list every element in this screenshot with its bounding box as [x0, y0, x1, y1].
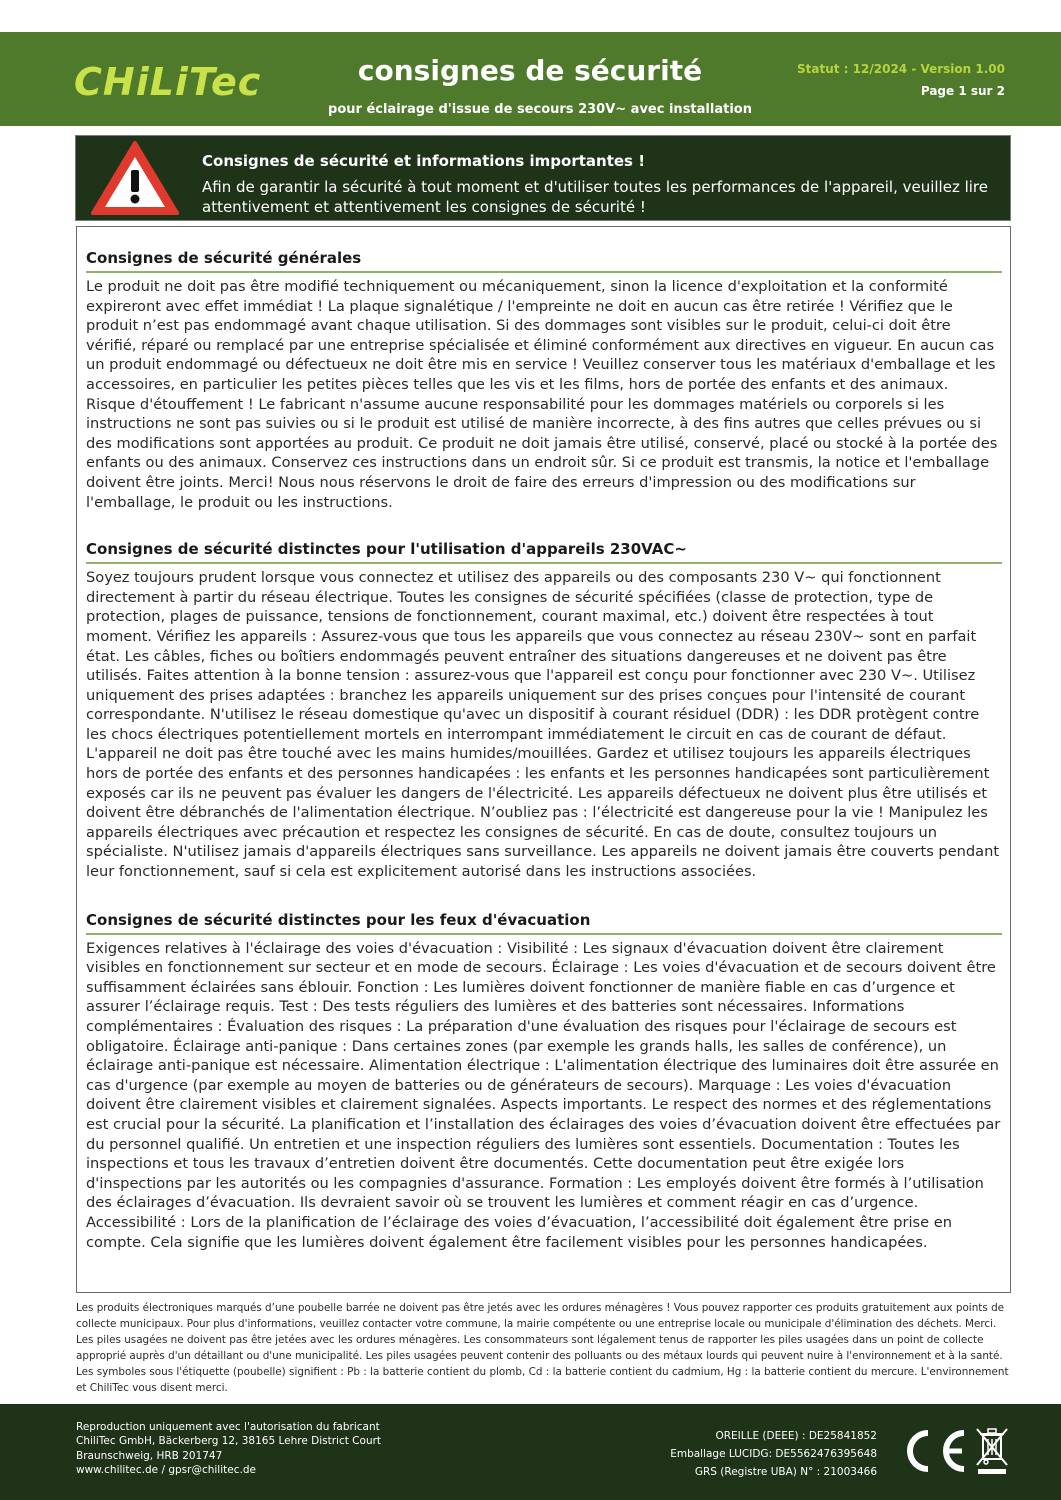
- recycling-note: Les produits électroniques marqués d’une poubelle barrée ne doivent pas être jetés avec les ordures ménagères ! Vous pouvez rapporter ces produits gratuitement aux points de collecte municipaux. Pour plus d'informations, veuillez contacter votre commune, la mairie compétente ou une entreprise locale ou municipale d'élimination des déchets. Merci. Les piles usagées ne doivent pas être jetées avec les ordures ménagères. Les consommateurs sont légalement tenus de rapporter les piles usagées dans un point de collecte approprié auprès d'un détaillant ou d'une municipalité. Les piles usagées peuvent contenir des polluants ou des métaux lourds qui peuvent nuire à l'environnement et à la santé. Les symboles sous l'étiquette (poubelle) signifient : Pb : la batterie contient du plomb, Cd : la batterie contient du cadmium, Hg : la batterie contient du mercure. L'environnement et ChiliTec vous disent merci.: [76, 1302, 1009, 1394]
- page-subtitle: pour éclairage d'issue de secours 230V~ avec installation: [328, 102, 752, 117]
- section-text: Soyez toujours prudent lorsque vous connectez et utilisez des appareils ou des composants 230 V~ qui fonctionnent directement à partir du réseau électrique. Toutes les consignes de sécurité spécifiées (classe de protection, type de protection, plages de puissance, tensions de fonctionnement, courant maximal, etc.) doivent être respectées à tout moment. Vérifiez les appareils : Assurez-vous que tous les appareils que vous connectez au réseau 230V~ sont en parfait état. Les câbles, fiches ou boîtiers endommagés peuvent entraîner des situations dangereuses et ne doivent pas être utilisés. Faites attention à la bonne tension : assurez-vous que l'appareil est conçu pour fonctionner avec 230 V~. Utilisez uniquement des prises adaptées : branchez les appareils uniquement sur des prises conçues pour l'intensité de courant correspondante. N'utilisez le réseau domestique qu'avec un dispositif à courant résiduel (DDR) : les DDR protègent contre les chocs électriques potentiellement mortels en interrompant immédiatement le circuit en cas de courant de défaut. L'appareil ne doit pas être touché avec les mains humides/mouillées. Gardez et utilisez toujours les appareils électriques hors de portée des enfants et des personnes handicapées : les enfants et les personnes handicapées sont particulièrement exposés car ils ne peuvent pas évaluer les dangers de l'électricité. Les appareils défectueux ne doivent plus être utilisés et doivent être débranchés de l'alimentation électrique. N’oubliez pas : l’électricité est dangereuse pour la vie ! Manipulez les appareils électriques avec précaution et respectez les consignes de sécurité. En cas de doute, consultez toujours un spécialiste. N'utilisez jamais d'appareils électriques sans surveillance. Les appareils ne doivent jamais être couverts pendant leur fonctionnement, sauf si cela est explicitement autorisé dans les instructions associées.: [86, 569, 1000, 881]
- footer-line: Braunschweig, HRB 201747: [76, 1449, 223, 1462]
- crossed-bin-icon: [974, 1425, 1010, 1477]
- section-text: Le produit ne doit pas être modifié techniquement ou mécaniquement, sinon la licence d'exploitation et la conformité expireront avec effet immédiat ! La plaque signalétique / l'empreinte ne doit en aucun cas être retirée ! Vérifiez que le produit n’est pas endommagé avant chaque utilisation. Si des dommages sont visibles sur le produit, celui-ci doit être vérifié, réparé ou remplacé par une entreprise spécialisée et éliminé conformément aux directives en vigueur. En aucun cas un produit endommagé ou défectueux ne doit être mis en service ! Veuillez conserver tous les matériaux d'emballage et les accessoires, en particulier les petites pièces telles que les vis et les films, hors de portée des enfants et des animaux. Risque d'étouffement ! Le fabricant n'assume aucune responsabilité pour les dommages matériels ou corporels si les instructions ne sont pas suivies ou si le produit est utilisé de manière incorrecte, à des fins autres que celles prévues ou si des modifications sont apportées au produit. Ce produit ne doit jamais être utilisé, conservé, placé ou stocké à la portée des enfants ou des animaux. Conservez ces instructions dans un endroit sûr. Si ce produit est transmis, la notice et l'emballage doivent être joints. Merci! Nous nous réservons le droit de faire des erreurs d'impression ou des modifications sur l'emballage, le produit ou les instructions.: [86, 278, 998, 511]
- weee-registration: OREILLE (DEEE) : DE25841852: [715, 1430, 877, 1442]
- footer-line: Reproduction uniquement avec l'autorisation du fabricant: [76, 1421, 380, 1433]
- footer-website: www.chilitec.de / gpsr@chilitec.de: [76, 1464, 256, 1477]
- logo-text: CHiLiTec: [74, 60, 262, 104]
- footer-line: ChiliTec GmbH, Bäckerberg 12, 38165 Lehre District Court: [76, 1435, 382, 1448]
- page-number: Page 1 sur 2: [920, 84, 1005, 98]
- footer: [0, 1404, 1061, 1500]
- warning-triangle-icon: [90, 140, 180, 216]
- header-band: [0, 32, 1061, 126]
- packaging-registration: Emballage LUCIDG: DE5562476395648: [670, 1448, 877, 1460]
- ce-mark-icon: [898, 1425, 970, 1477]
- warning-title: Consignes de sécurité et informations importantes !: [202, 152, 646, 170]
- section-title: Consignes de sécurité générales: [86, 249, 1002, 273]
- chilitec-logo: [74, 62, 284, 102]
- status-version: Statut : 12/2024 - Version 1.00: [797, 62, 1005, 76]
- page-title: consignes de sécurité: [357, 54, 703, 87]
- section-general: [86, 249, 1002, 512]
- warning-text: Afin de garantir la sécurité à tout moment et d'utiliser toutes les performances de l'appareil, veuillez lire attentivement et attentivement les consignes de sécurité !: [202, 178, 988, 216]
- registration-info: [670, 1427, 877, 1481]
- grs-registration: GRS (Registre UBA) N° : 21003466: [694, 1466, 877, 1478]
- section-title: Consignes de sécurité distinctes pour l'utilisation d'appareils 230VAC~: [86, 540, 1002, 564]
- section-text: Exigences relatives à l'éclairage des voies d'évacuation : Visibilité : Les signaux d'évacuation doivent être clairement visibles en fonctionnement sur secteur et en mode de secours. Éclairage : Les voies d'évacuation et de secours doivent être suffisamment éclairées sans éblouir. Fonction : Les lumières doivent fonctionner de manière fiable en cas d’urgence et assurer l’éclairage requis. Test : Des tests réguliers des lumières et des batteries sont nécessaires. Informations complémentaires : Évaluation des risques : La préparation d'une évaluation des risques pour l'éclairage de secours est obligatoire. Éclairage anti-panique : Dans certaines zones (par exemple les grands halls, les salles de conférence), un éclairage anti-panique est nécessaire. Alimentation électrique : L'alimentation électrique des luminaires doit être assurée en cas d'urgence (par exemple au moyen de batteries ou de générateurs de secours). Marquage : Les voies d'évacuation doivent être clairement visibles et clairement signalées. Aspects importants. Le respect des normes et des réglementations est crucial pour la sécurité. La planification et l’installation des éclairages des voies d’évacuation doivent être effectuées par du personnel qualifié. Un entretien et une inspection réguliers des lumières sont essentiels. Documentation : Toutes les inspections et tous les travaux d’entretien doivent être documentés. Cette documentation peut être exigée lors d'inspections par les autorités ou les compagnies d'assurance. Formation : Les employés doivent être formés à l’utilisation des éclairages d’évacuation. Ils devraient savoir où se trouvent les lumières et comment réagir en cas d’urgence. Accessibilité : Lors de la planification de l’éclairage des voies d’évacuation, l’accessibilité doit également être prise en compte. Cela signifie que les lumières doivent également être facilement visibles pour les personnes handicapées.: [86, 939, 1001, 1251]
- section-title: Consignes de sécurité distinctes pour les feux d'évacuation: [86, 911, 1002, 935]
- section-230vac: [86, 540, 1002, 882]
- safety-content: [76, 226, 1011, 1293]
- manufacturer-info: [76, 1420, 381, 1478]
- warning-box: [75, 135, 1011, 221]
- section-evacuation-lights: [86, 911, 1002, 1253]
